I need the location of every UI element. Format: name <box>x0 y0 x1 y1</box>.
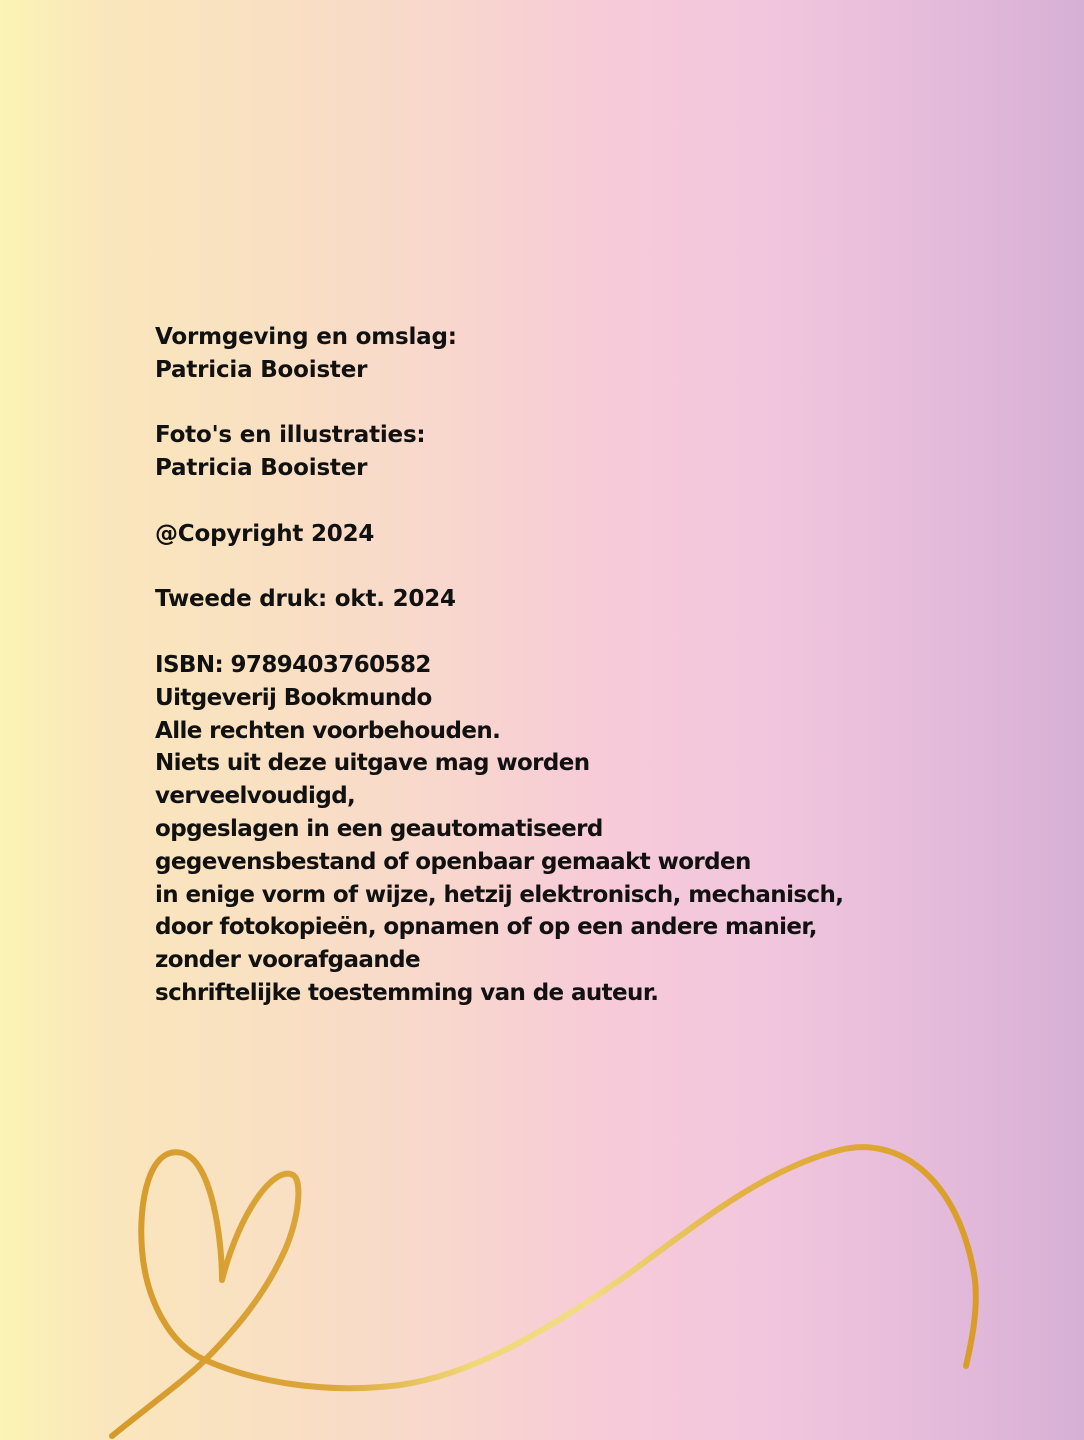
publisher: Uitgeverij Bookmundo <box>155 684 432 711</box>
rights-line: Niets uit deze uitgave mag worden <box>155 750 590 777</box>
isbn: ISBN: 9789403760582 <box>155 651 431 678</box>
rights-line: schriftelijke toestemming van de auteur. <box>155 979 659 1006</box>
rights-line: opgeslagen in een geautomatiseerd <box>155 815 603 842</box>
publication-block <box>155 649 843 1010</box>
rights-line: zonder voorafgaande <box>155 947 420 974</box>
spacer <box>155 387 843 420</box>
photo-credit <box>155 419 843 485</box>
design-label: Vormgeving en omslag: <box>155 324 457 350</box>
rights-line: door fotokopieën, opnamen of op een andere manier, <box>155 914 817 941</box>
rights-line: in enige vorm of wijze, hetzij elektronisch, mechanisch, <box>155 881 844 908</box>
rights-line: gegevensbestand of openbaar gemaakt worden <box>155 848 751 875</box>
photos-label: Foto's en illustraties: <box>155 422 426 449</box>
spacer <box>155 485 843 518</box>
colophon-text <box>155 321 843 1010</box>
design-name: Patricia Booister <box>155 356 368 383</box>
design-credit <box>155 321 843 387</box>
photos-name: Patricia Booister <box>155 455 368 482</box>
edition-notice: Tweede druk: okt. 2024 <box>155 586 456 613</box>
spacer <box>155 551 843 584</box>
copyright-block <box>155 518 843 551</box>
edition-block <box>155 583 843 616</box>
rights-line: verveelvoudigd, <box>155 783 356 810</box>
copyright-notice: @Copyright 2024 <box>155 520 375 547</box>
rights-line: Alle rechten voorbehouden. <box>155 717 501 744</box>
spacer <box>155 616 843 649</box>
